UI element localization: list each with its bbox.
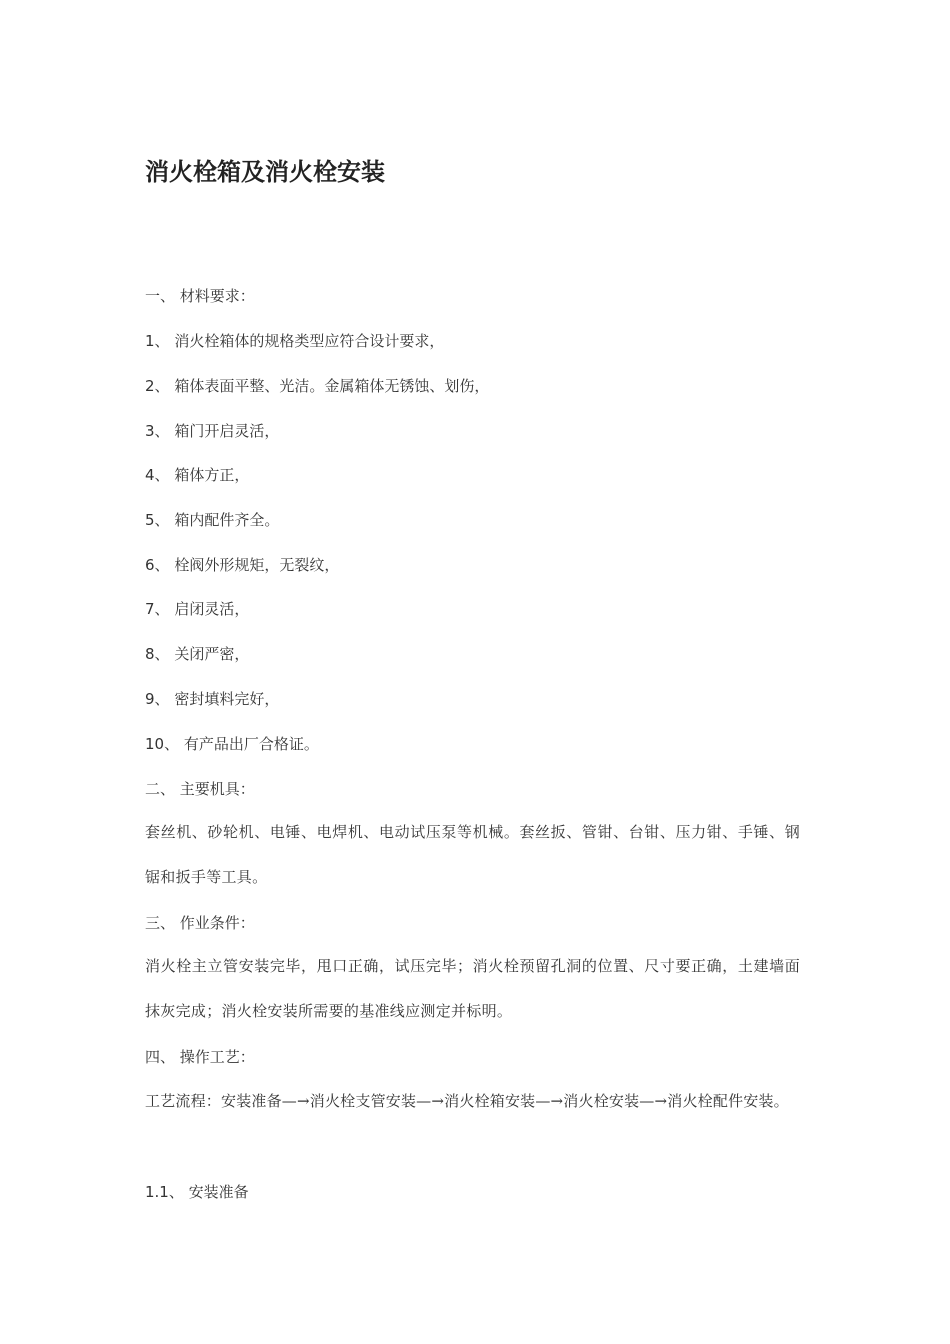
list-item-text: 箱门开启灵活， [169, 422, 280, 440]
section-heading-conditions: 三、 作业条件： [145, 914, 255, 932]
list-item-number: 7、 [145, 600, 170, 618]
list-item-number: 4、 [145, 466, 170, 484]
list-item-text: 密封填料完好， [169, 690, 280, 708]
paragraph-conditions: 消火栓主立管安装完毕，甩口正确，试压完毕；消火栓预留孔洞的位置、尺寸要正确，土建墙面抹灰完成；消火栓安装所需要的基准线应测定并标明。 [145, 957, 800, 1020]
list-item [145, 419, 279, 443]
list-item-text: 箱体表面平整、光洁。金属箱体无锈蚀、划伤， [169, 377, 490, 395]
list-item-text: 有产品出厂合格证。 [179, 735, 319, 753]
list-item [145, 463, 249, 487]
list-item [145, 508, 279, 532]
paragraph-tools: 套丝机、砂轮机、电锤、电焊机、电动试压泵等机械。套丝扳、管钳、台钳、压力钳、手锤、钢锯和扳手等工具。 [145, 823, 800, 886]
subsection-heading-preparation [145, 1180, 249, 1204]
list-item-text: 消火栓箱体的规格类型应符合设计要求， [169, 332, 445, 350]
subsection-number: 1.1、 [145, 1183, 184, 1201]
list-item-number: 3、 [145, 422, 170, 440]
list-item-number: 2、 [145, 377, 170, 395]
list-item [145, 687, 279, 711]
list-item [145, 732, 319, 756]
list-item-number: 6、 [145, 556, 170, 574]
subsection-title: 安装准备 [183, 1183, 249, 1201]
list-item [145, 374, 489, 398]
list-item-text: 关闭严密， [169, 645, 250, 663]
section-heading-tools: 二、 主要机具： [145, 780, 255, 798]
list-item [145, 642, 249, 666]
list-item-number: 1、 [145, 332, 170, 350]
document-title: 消火栓箱及消火栓安装 [145, 158, 385, 186]
list-item-number: 9、 [145, 690, 170, 708]
list-item [145, 329, 444, 353]
list-item-number: 5、 [145, 511, 170, 529]
list-item-text: 箱体方正， [169, 466, 250, 484]
list-item-text: 箱内配件齐全。 [169, 511, 280, 529]
list-item-number: 8、 [145, 645, 170, 663]
list-item-text: 栓阀外形规矩，无裂纹， [169, 556, 340, 574]
list-item-number: 10、 [145, 735, 180, 753]
list-item-text: 启闭灵活， [169, 600, 250, 618]
paragraph-process-flow: 工艺流程：安装准备—→消火栓支管安装—→消火栓箱安装—→消火栓安装—→消火栓配件安装。 [145, 1092, 789, 1110]
section-heading-process: 四、 操作工艺： [145, 1048, 255, 1066]
list-item [145, 553, 339, 577]
list-item [145, 597, 249, 621]
section-heading-materials: 一、 材料要求： [145, 287, 255, 305]
